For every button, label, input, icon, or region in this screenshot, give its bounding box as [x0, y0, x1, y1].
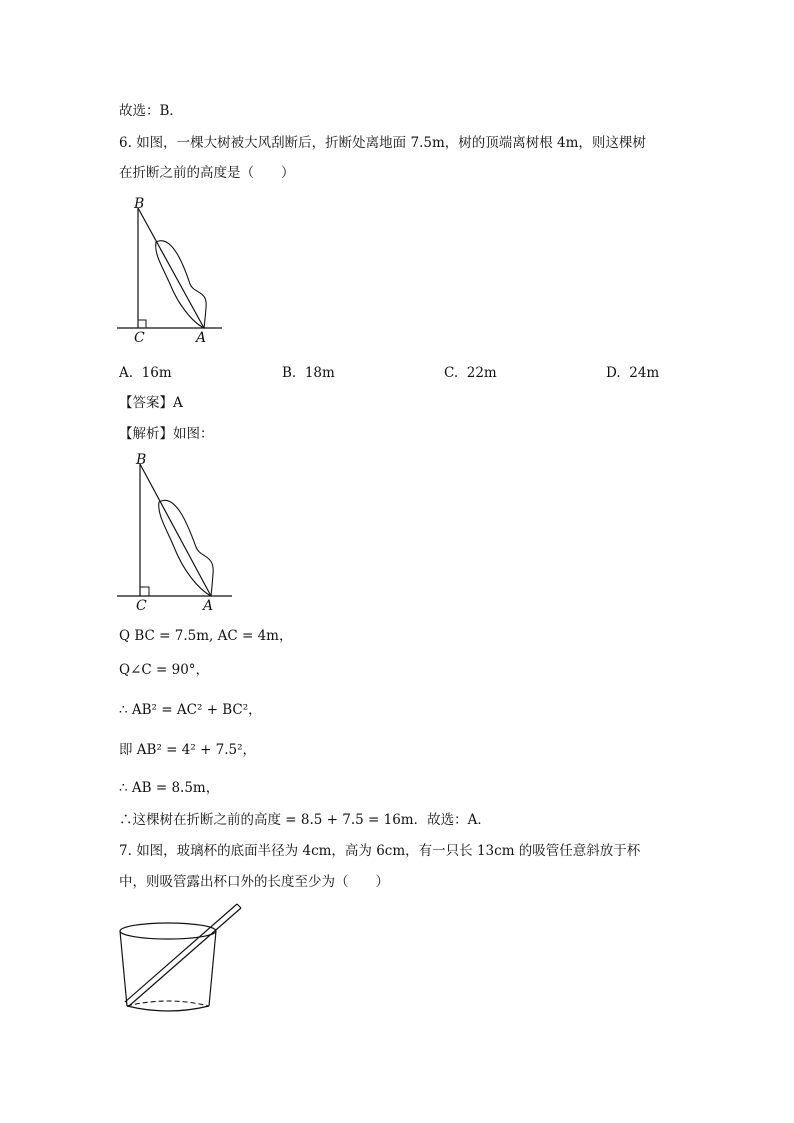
question-6-text: 如图，一棵大树被大风刮断后，折断处离地面 7.5m，树的顶端离树根 4m，则这棵树 — [136, 135, 646, 151]
solution-step-6: ∴这棵树在折断之前的高度 = 8.5 + 7.5 = 16m．故选：A． — [119, 812, 491, 828]
right-angle-mark — [138, 320, 146, 328]
question-7-number: 7. — [119, 843, 132, 859]
option-d: D. 24m — [606, 365, 660, 381]
label-a: A — [196, 330, 207, 346]
question-7-line-2: 中，则吸管露出杯口外的长度至少为（ ） — [119, 874, 389, 890]
solution-step-3: ∴ AB² = AC² + BC²， — [119, 702, 262, 718]
question-7-text: 如图，玻璃杯的底面半径为 4cm，高为 6cm，有一只长 13cm 的吸管任意斜放于杯 — [136, 843, 641, 859]
straw-edge-2 — [129, 908, 241, 1006]
glass-base-front — [127, 1006, 209, 1011]
label-c: C — [136, 598, 147, 614]
glass-right-wall — [209, 931, 216, 1006]
solution-step-5: ∴ AB = 8.5m， — [119, 780, 220, 796]
straw-edge-1 — [125, 904, 237, 1002]
solution-step-2: Q∠C = 90°， — [119, 662, 210, 678]
label-b: B — [134, 196, 145, 212]
label-b: B — [136, 452, 147, 468]
option-a: A. 16m — [119, 365, 172, 381]
glass-left-wall — [120, 931, 127, 1006]
label-c: C — [134, 330, 145, 346]
tree-figure-solution — [112, 450, 242, 615]
analysis-line: 【解析】如图： — [119, 426, 214, 442]
question-6-number: 6. — [119, 135, 132, 151]
solution-step-1: Q BC = 7.5m, AC = 4m， — [119, 628, 293, 644]
label-a: A — [203, 598, 214, 614]
hypotenuse-line — [140, 464, 211, 596]
question-7-line-1 — [119, 841, 640, 861]
straw-top-cap — [237, 904, 241, 908]
option-b: B. 18m — [282, 365, 335, 381]
tree-figure-question — [112, 196, 232, 346]
pythagoras-equation: AB² = AC² + BC²， — [131, 702, 262, 718]
question-6-line-1 — [119, 133, 646, 153]
glass-rim — [120, 923, 216, 939]
previous-answer: 故选：B． — [119, 103, 183, 119]
glass-base-back — [127, 1001, 209, 1006]
solution-step-4: 即 AB² = 4² + 7.5²， — [119, 742, 257, 758]
hypotenuse-line — [138, 208, 204, 328]
glass-straw-figure — [115, 900, 255, 1020]
option-c: C. 22m — [444, 365, 497, 381]
answer-line: 【答案】A — [119, 395, 183, 411]
right-angle-mark — [140, 587, 149, 596]
substitution-equation: AB² = 4² + 7.5²， — [136, 742, 257, 758]
question-6-line-2: 在折断之前的高度是（ ） — [119, 165, 295, 181]
